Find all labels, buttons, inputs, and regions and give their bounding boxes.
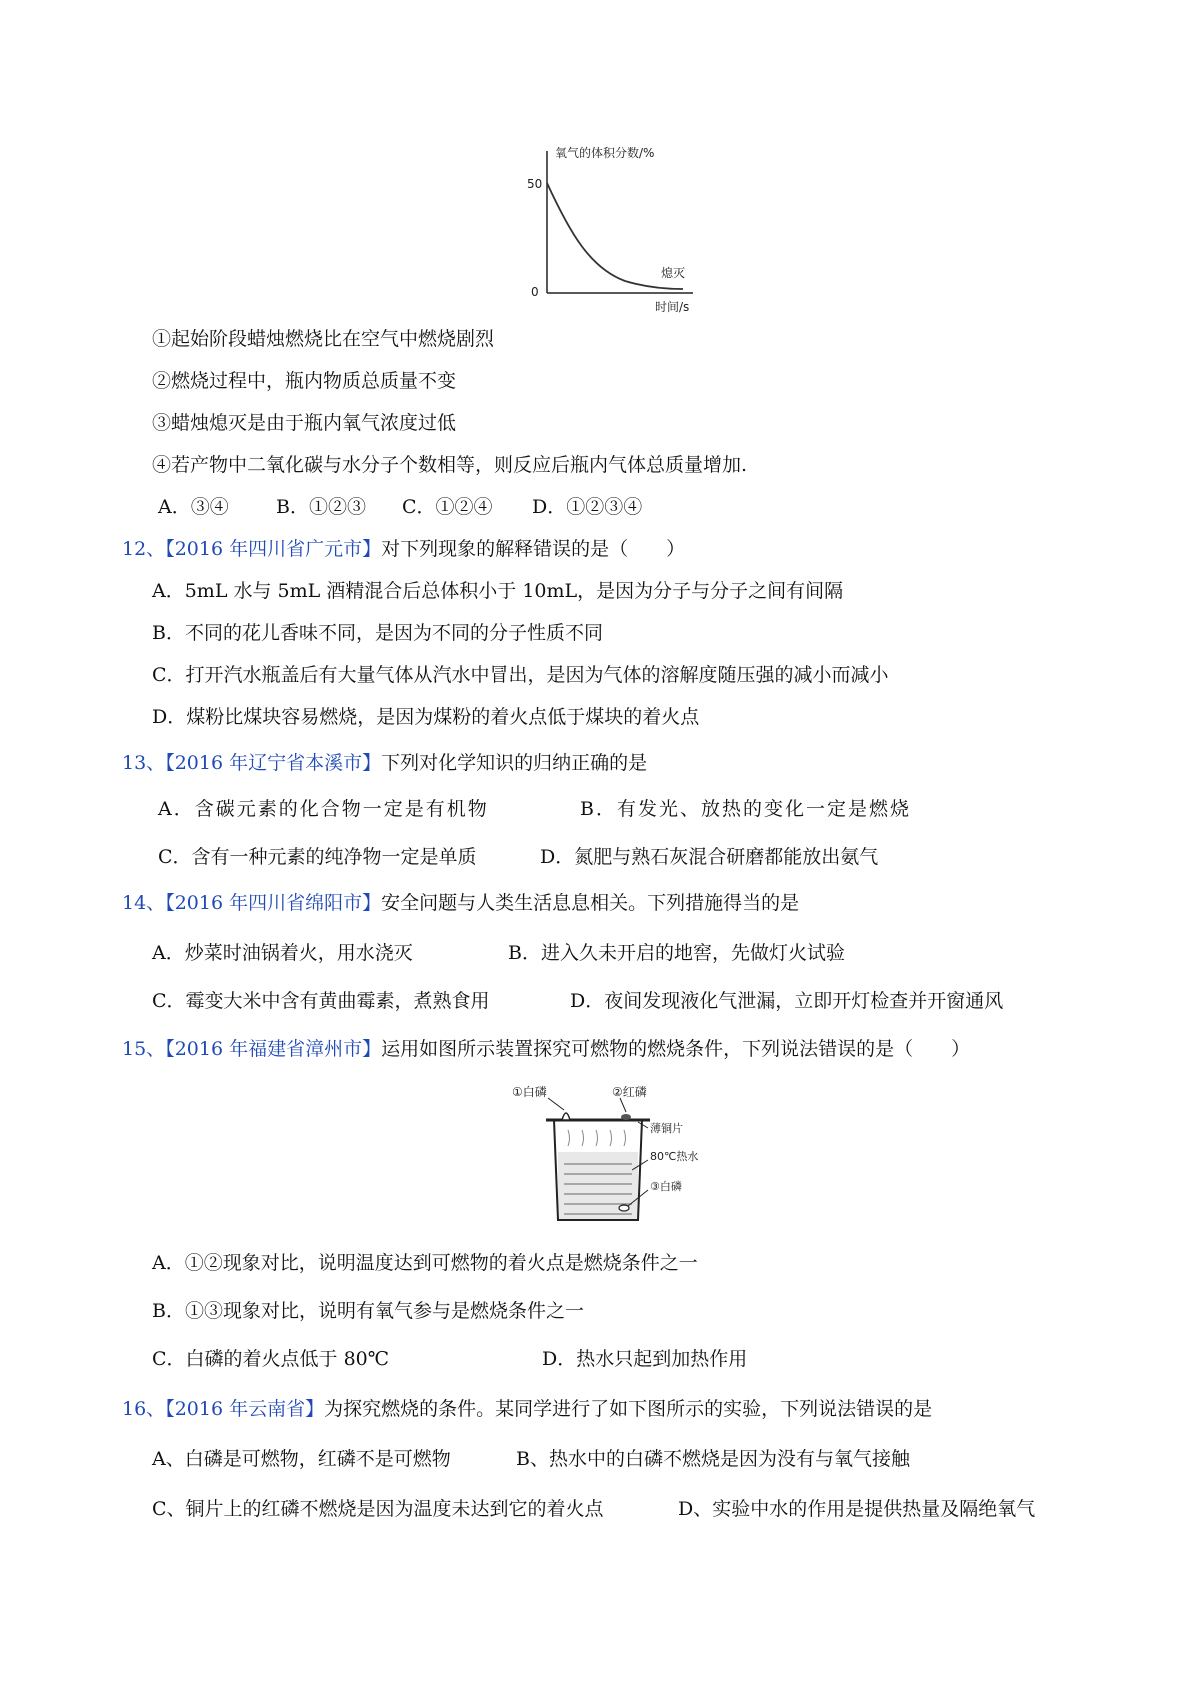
q16-option-a: A、白磷是可燃物，红磷不是可燃物 (152, 1448, 451, 1470)
q16-options-row-1 (152, 1446, 910, 1472)
q16-option-d: D、实验中水的作用是提供热量及隔绝氧气 (678, 1498, 1036, 1520)
q13-stem: 下列对化学知识的归纳正确的是 (381, 752, 648, 774)
graph-y-tick-50: 50 (527, 177, 543, 191)
q13-option-a: A．含碳元素的化合物一定是有机物 (158, 798, 489, 820)
q16-number: 16、 (122, 1398, 166, 1420)
q14-number: 14、 (122, 892, 166, 914)
q13-option-d: D．氮肥与熟石灰混合研磨都能放出氨气 (540, 846, 879, 868)
q11-statement-4: ④若产物中二氧化碳与水分子个数相等，则反应后瓶内气体总质量增加. (152, 454, 748, 476)
q13-options-row-2 (158, 844, 878, 870)
q11-option-b: B．①②③ (276, 496, 366, 518)
q14-source: 【2016 年四川省绵阳市】 (165, 892, 382, 914)
q12-question (122, 536, 685, 562)
q11-statement-1: ①起始阶段蜡烛燃烧比在空气中燃烧剧烈 (152, 328, 495, 350)
vapor-marks (568, 1130, 626, 1146)
white-phosphorus-in-water (619, 1205, 629, 1211)
q12-option-c: C．打开汽水瓶盖后有大量气体从汽水中冒出，是因为气体的溶解度随压强的减小而减小 (152, 664, 889, 686)
q14-option-d: D．夜间发现液化气泄漏，立即开灯检查并开窗通风 (570, 990, 1004, 1012)
q11-option-d: D．①②③④ (532, 496, 643, 518)
graph-end-label: 熄灭 (661, 266, 686, 280)
q11-statement-3: ③蜡烛熄灭是由于瓶内氧气浓度过低 (152, 412, 457, 434)
q13-number: 13、 (122, 752, 166, 774)
q13-options-row-1 (158, 796, 911, 822)
q12-option-a: A．5mL 水与 5mL 酒精混合后总体积小于 10mL，是因为分子与分子之间有间隔 (152, 580, 844, 602)
q14-question (122, 890, 799, 916)
q15-option-d: D．热水只起到加热作用 (542, 1348, 748, 1370)
q14-option-c: C．霉变大米中含有黄曲霉素，煮熟食用 (152, 990, 490, 1012)
q14-options-row-1 (152, 940, 845, 966)
white-phosphorus-on-sheet (562, 1113, 570, 1120)
q16-stem: 为探究燃烧的条件。某同学进行了如下图所示的实验，下列说法错误的是 (324, 1398, 933, 1420)
q14-options-row-2 (152, 988, 1003, 1014)
leader-3 (638, 1122, 648, 1128)
q11-statement-2: ②燃烧过程中，瓶内物质总质量不变 (152, 370, 457, 392)
q12-source: 【2016 年四川省广元市】 (165, 538, 382, 560)
q12-option-b: B．不同的花儿香味不同，是因为不同的分子性质不同 (152, 622, 603, 644)
q16-option-c: C、铜片上的红磷不燃烧是因为温度未达到它的着火点 (152, 1498, 604, 1520)
q16-question (122, 1396, 932, 1422)
q11-options (158, 494, 642, 520)
graph-origin: 0 (531, 285, 539, 299)
fig-label-red-phosphorus: ②红磷 (612, 1085, 647, 1099)
q13-option-b: B．有发光、放热的变化一定是燃烧 (580, 798, 911, 820)
q15-question (122, 1036, 970, 1062)
q15-option-b: B．①③现象对比，说明有氧气参与是燃烧条件之一 (152, 1300, 584, 1322)
q15-stem: 运用如图所示装置探究可燃物的燃烧条件，下列说法错误的是（ ） (381, 1038, 971, 1060)
q11-option-c: C．①②④ (402, 496, 493, 518)
q12-option-d: D．煤粉比煤块容易燃烧，是因为煤粉的着火点低于煤块的着火点 (152, 706, 700, 728)
q13-source: 【2016 年辽宁省本溪市】 (165, 752, 382, 774)
graph-ylabel: 氧气的体积分数/% (555, 146, 655, 160)
combustion-apparatus-figure (508, 1080, 708, 1230)
leader-2 (620, 1098, 626, 1112)
q16-source: 【2016 年云南省】 (165, 1398, 325, 1420)
oxygen-fraction-graph (515, 143, 695, 313)
q14-option-b: B．进入久未开启的地窖，先做灯火试验 (508, 942, 845, 964)
q12-stem: 对下列现象的解释错误的是（ ） (381, 538, 686, 560)
red-phosphorus-on-sheet (621, 1114, 631, 1120)
fig-label-copper-sheet: 薄铜片 (650, 1122, 683, 1135)
fig-label-white-phosphorus-3: ③白磷 (650, 1180, 682, 1193)
q15-options-row-cd (152, 1346, 747, 1372)
q15-option-a: A．①②现象对比，说明温度达到可燃物的着火点是燃烧条件之一 (152, 1252, 698, 1274)
q14-option-a: A．炒菜时油锅着火，用水浇灭 (152, 942, 413, 964)
leader-1 (548, 1098, 564, 1110)
q15-source: 【2016 年福建省漳州市】 (165, 1038, 382, 1060)
fig-label-hot-water: 80℃热水 (650, 1150, 699, 1163)
q12-number: 12、 (122, 538, 166, 560)
fig-label-white-phosphorus-1: ①白磷 (512, 1085, 547, 1099)
q14-stem: 安全问题与人类生活息息相关。下列措施得当的是 (381, 892, 800, 914)
q15-number: 15、 (122, 1038, 166, 1060)
q13-question (122, 750, 647, 776)
q15-option-c: C．白磷的着火点低于 80℃ (152, 1348, 390, 1370)
q16-options-row-2 (152, 1496, 1035, 1522)
q11-option-a: A．③④ (158, 496, 229, 518)
q16-option-b: B、热水中的白磷不燃烧是因为没有与氧气接触 (516, 1448, 910, 1470)
graph-xlabel: 时间/s (655, 300, 690, 313)
q13-option-c: C．含有一种元素的纯净物一定是单质 (158, 846, 477, 868)
